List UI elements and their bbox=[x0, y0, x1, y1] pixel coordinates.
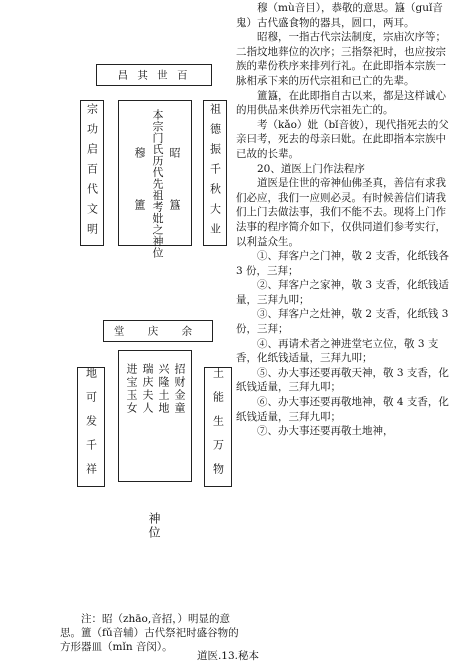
tablet2-left-couplet bbox=[77, 367, 105, 487]
tablet1-right-couplet bbox=[203, 100, 227, 246]
tablet2-right-text: 土能生万物 bbox=[211, 367, 225, 487]
tablet1-center-a2: 簠 bbox=[133, 199, 146, 210]
tablet2-center-tablet bbox=[118, 350, 192, 482]
section-heading: 20、道医上门作法程序 bbox=[257, 162, 365, 175]
list-item: ④、再请术者之神进堂宅立位，敬 3 支香，化纸钱适量，三拜九叩； bbox=[236, 337, 439, 365]
tablet2-below-text: 神位 bbox=[147, 512, 161, 540]
tablet2-top-text: 堂 庆 余 bbox=[113, 325, 203, 338]
tablet2-col-4: 招财金童 bbox=[173, 363, 186, 415]
paragraph: 簠簋，在此即指自古以来，都是这样诚心的用供品来供养历代宗祖先亡的。 bbox=[236, 89, 446, 117]
tablet2-left-text: 地可发千祥 bbox=[84, 367, 98, 487]
footnote: 注：昭（zhāo,音招，）明显的意思。簠（fǔ音辅）古代祭祀时盛谷物的方形器皿（mǐn 音闵）。 bbox=[60, 613, 239, 653]
tablet1-center-b1: 昭 bbox=[168, 147, 181, 158]
tablet1-right-text: 祖德振千秋大业 bbox=[208, 103, 222, 243]
tablet2-top-plaque bbox=[103, 320, 213, 342]
list-item: ⑦、办大事还要再敬土地神， bbox=[257, 425, 394, 438]
tablet2-col-3: 兴隆土地 bbox=[157, 363, 170, 415]
list-item: ③、拜客户之灶神，敬 2 支香，化纸钱 3 份，三拜； bbox=[236, 308, 449, 336]
tablet1-top-text: 昌 其 世 百 bbox=[117, 69, 191, 82]
tablet1-center-a1: 穆 bbox=[133, 147, 146, 158]
tablet1-left-couplet bbox=[80, 100, 104, 246]
tablet2-col-1: 进宝玉女 bbox=[125, 363, 138, 415]
tablet1-center-b2: 簋 bbox=[168, 199, 181, 210]
tablet1-top-plaque bbox=[96, 64, 212, 86]
paragraph: 考（kǎo）妣（bǐ音彼），现代指死去的父亲曰考，死去的母亲曰妣。在此即指本宗族中已故的长辈。 bbox=[236, 118, 449, 160]
list-item: ②、拜客户之家神，敬 3 支香，化纸钱适量，三拜九叩； bbox=[236, 279, 449, 306]
tablet2-col-2: 瑞庆夫人 bbox=[141, 363, 154, 415]
paragraph: 昭穆，一指古代宗法制度，宗庙次序等；二指坟地葬位的次序；三指祭祀时，也应按宗族的辈份秩序来排列行礼。在此即指本宗族一脉相承下来的历代宗祖和已亡的先辈。 bbox=[236, 31, 446, 87]
paragraph: 道医是住世的帝神仙佛圣真，善信有求我们必应，我们一应则必灵。有时候善信们请我们上门去做法事，我们不能不去。现将上门作法事的程序简介如下，仅供同道们参考实行，以利益众生。 bbox=[236, 177, 446, 248]
tablet1-left-text: 宗功启百代文明 bbox=[85, 103, 99, 243]
paragraph: 穆（mù音目），恭敬的意思。簋（guǐ音鬼）古代盛食物的器具，圆口，两耳。 bbox=[236, 2, 443, 29]
tablet1-center-main: 本宗门氏历代先祖考妣之神位 bbox=[151, 109, 164, 259]
list-item: ⑤、办大事还要再敬天神，敬 3 支香，化纸钱适量，三拜九叩； bbox=[236, 366, 449, 394]
tablet2-right-couplet bbox=[204, 367, 232, 487]
tablet1-center-tablet bbox=[118, 100, 192, 259]
list-item: ⑥、办大事还要再敬地神，敬 4 支香，化纸钱适量，三拜九叩； bbox=[236, 396, 449, 423]
page-footer: 道医.13.秘本 bbox=[196, 650, 260, 662]
list-item: ①、拜客户之门神，敬 2 支香，化纸钱各 3 份，三拜； bbox=[236, 250, 449, 277]
right-column bbox=[236, 1, 450, 439]
